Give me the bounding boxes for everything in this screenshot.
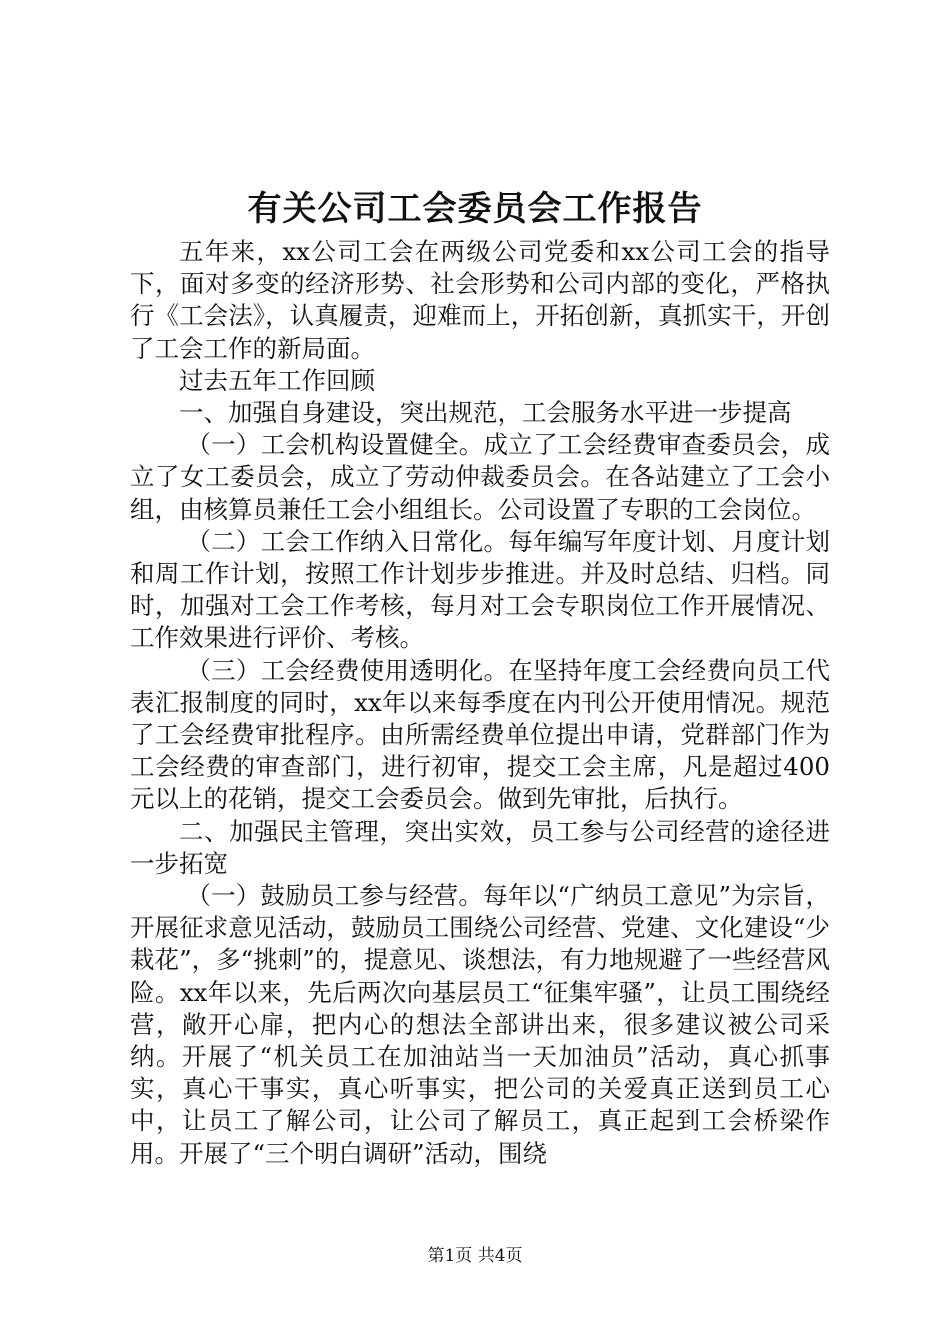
page-footer: 第1页 共4页 bbox=[427, 1246, 523, 1266]
paragraph-section-2-heading: 二、加强民主管理，突出实效，员工参与公司经营的途径进一步拓宽 bbox=[130, 816, 830, 878]
document-body bbox=[130, 236, 830, 1170]
paragraph-section-1-item-3: （三）工会经费使用透明化。在坚持年度工会经费向员工代表汇报制度的同时，xx年以来每季度在内刊公开使用情况。规范了工会经费审批程序。由所需经费单位提出申请，党群部门作为工会经费的审查部门，进行初审，提交工会主席，凡是超过400元以上的花销，提交工会委员会。做到先审批，后执行。 bbox=[130, 655, 830, 814]
paragraph-review-heading: 过去五年工作回顾 bbox=[179, 365, 375, 395]
document-title: 有关公司工会委员会工作报告 bbox=[247, 189, 703, 229]
paragraph-intro: 五年来，xx公司工会在两级公司党委和xx公司工会的指导下，面对多变的经济形势、社会形势和公司内部的变化，严格执行《工会法》，认真履责，迎难而上，开拓创新，真抓实干，开创了工会工作的新局面。 bbox=[130, 237, 830, 363]
paragraph-section-1-heading: 一、加强自身建设，突出规范，工会服务水平进一步提高 bbox=[179, 398, 792, 428]
paragraph-section-1-item-2: （二）工会工作纳入日常化。每年编写年度计划、月度计划和周工作计划，按照工作计划步步推进。并及时总结、归档。同时，加强对工会工作考核，每月对工会专职岗位工作开展情况、工作效果进行评价、考核。 bbox=[130, 526, 830, 653]
paragraph-section-2-item-1: （一）鼓励员工参与经营。每年以“广纳员工意见”为宗旨，开展征求意见活动，鼓励员工围绕公司经营、党建、文化建设“少栽花”，多“挑刺”的，提意见、谈想法，有力地规避了一些经营风险。xx年以来，先后两次向基层员工“征集牢骚”，让员工围绕经营，敞开心扉，把内心的想法全部讲出来，很多建议被公司采纳。开展了“机关员工在加油站当一天加油员”活动，真心抓事实，真心干事实，真心听事实，把公司的关爱真正送到员工心中，让员工了解公司，让公司了解员工，真正起到工会桥梁作用。开展了“三个明白调研”活动，围绕 bbox=[130, 881, 830, 1168]
paragraph-section-1-item-1: （一）工会机构设置健全。成立了工会经费审查委员会，成立了女工委员会，成立了劳动仲裁委员会。在各站建立了工会小组，由核算员兼任工会小组组长。公司设置了专职的工会岗位。 bbox=[130, 430, 830, 524]
